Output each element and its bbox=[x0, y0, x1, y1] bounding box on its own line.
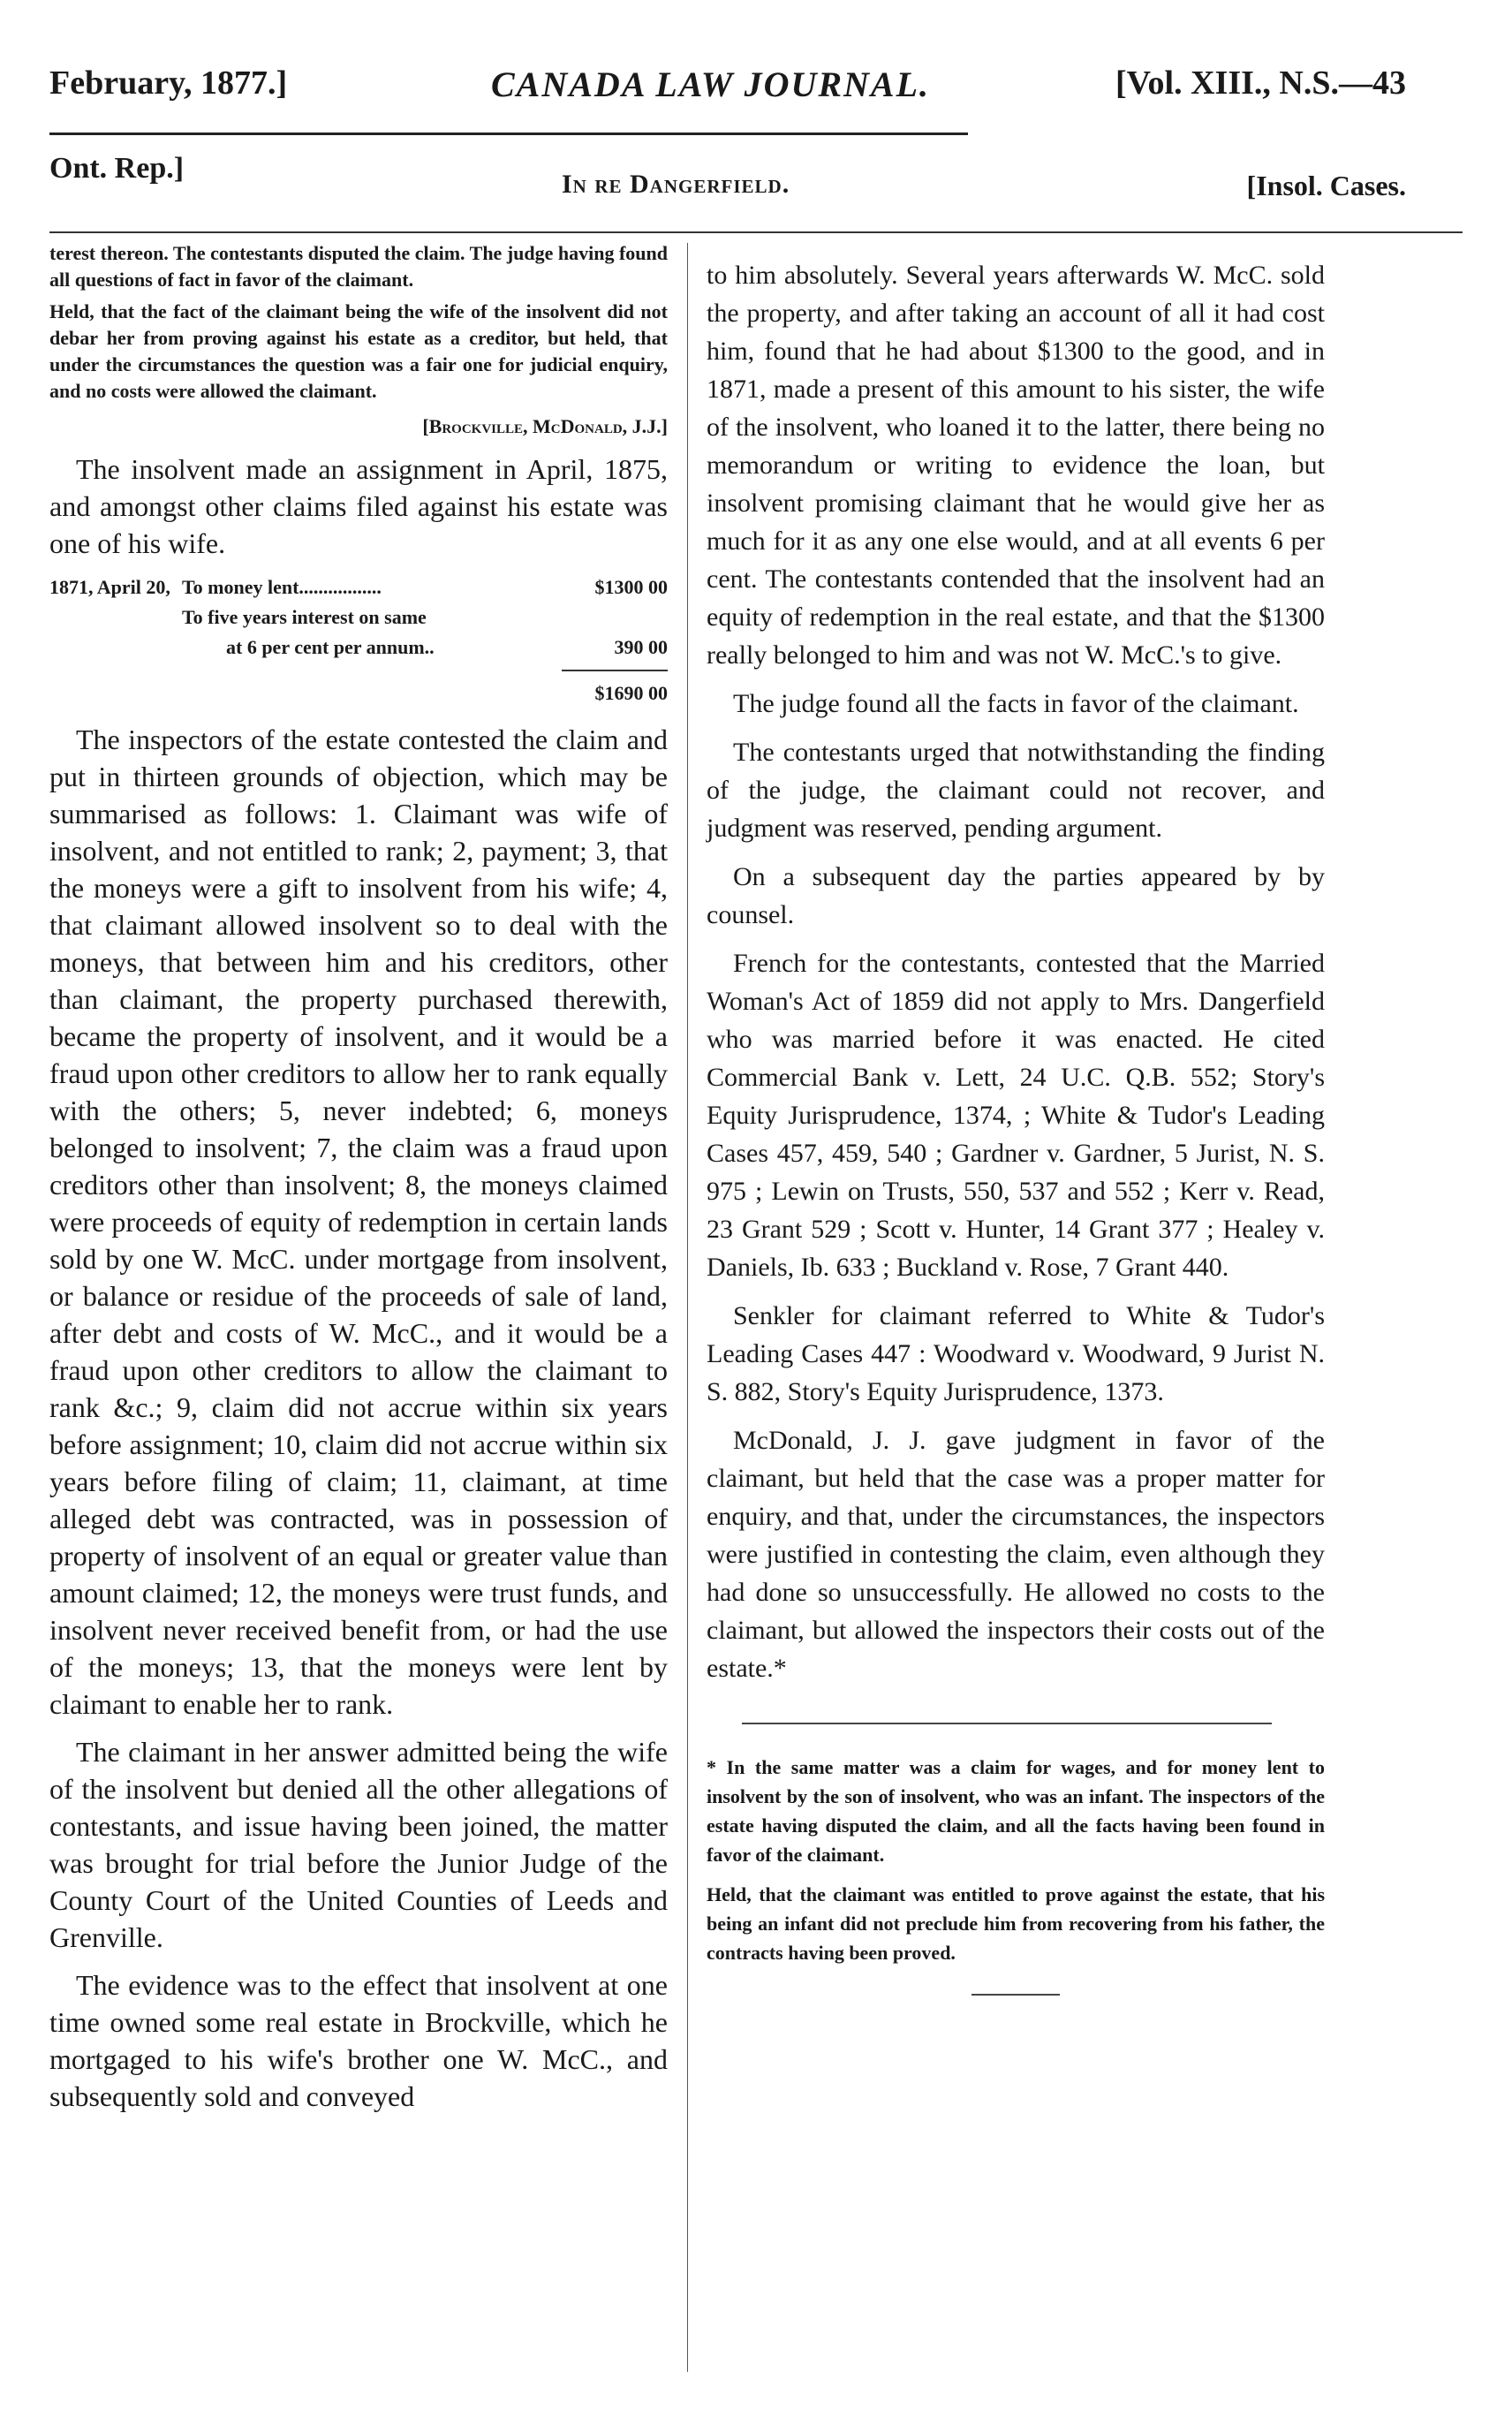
footnote-rule bbox=[742, 1723, 1272, 1724]
section-label: [Insol. Cases. bbox=[1246, 170, 1406, 201]
volume-page: [Vol. XIII., N.S.—43 bbox=[1115, 64, 1406, 102]
account-item: To money lent................. bbox=[182, 576, 382, 598]
account-row bbox=[49, 572, 668, 602]
account-row bbox=[49, 633, 668, 663]
issue-date: February, 1877.] bbox=[49, 64, 288, 102]
body-paragraph: The insolvent made an assignment in April, 1875, and amongst other claims filed against his estate was one of his wife. bbox=[49, 453, 668, 559]
right-column bbox=[707, 256, 1325, 1996]
counsel-argument: Senkler for claimant referred to White & Tudor's Leading Cases 447 : Woodward v. Woodward, 9 Jurist N. S. 882, Story's Equity Jurisprudence, 1373. bbox=[707, 1301, 1325, 1406]
judgment-paragraph: McDonald, J. J. gave judgment in favor of the claimant, but held that the case was a proper matter for enquiry, and that, under the circumstances, the inspectors were justified in contesting the claim, even although they had done so unsuccessfully. He allowed no costs to the claimant, but allowed the inspectors their costs out of the estate.* bbox=[707, 1426, 1325, 1683]
footnote: Held, that the claimant was entitled to prove against the estate, that his being an infant did not preclude him from recovering from his father, the contracts having been proved. bbox=[707, 1883, 1325, 1964]
footnote: * In the same matter was a claim for wages, and for money lent to insolvent by the son of insolvent, who was an infant. The inspectors of the estate having disputed the claim, and all the facts having been found in favor of the claimant. bbox=[707, 1756, 1325, 1866]
claim-account bbox=[49, 572, 668, 708]
body-paragraph: The contestants urged that notwithstanding the finding of the judge, the claimant could not recover, and judgment was reserved, pending argument. bbox=[707, 738, 1325, 843]
case-title: In re Dangerfield. bbox=[562, 170, 790, 199]
account-rule bbox=[562, 670, 668, 671]
account-amount: $1300 00 bbox=[594, 576, 668, 598]
end-rule bbox=[971, 1994, 1060, 1996]
case-header bbox=[49, 152, 1406, 205]
account-amount: 390 00 bbox=[614, 636, 668, 658]
body-paragraph: The judge found all the facts in favor of the claimant. bbox=[733, 689, 1299, 718]
court-citation: [Brockville, McDonald, J.J.] bbox=[422, 415, 668, 437]
body-paragraph: The evidence was to the effect that insolvent at one time owned some real estate in Brockville, which he mortgaged to his wife's brother one W. McC., and subsequently sold and conveyed bbox=[49, 1969, 668, 2112]
body-paragraph: The claimant in her answer admitted being the wife of the insolvent but denied all the other allegations of contestants, and issue having been joined, the matter was brought for trial before the Junior Judge of the County Court of the United Counties of Leeds and Grenville. bbox=[49, 1736, 668, 1953]
left-column bbox=[49, 240, 668, 2125]
case-header-rule bbox=[49, 231, 1463, 233]
objections-paragraph: The inspectors of the estate contested the claim and put in thirteen grounds of objection, which may be summarised as follows: 1. Claimant was wife of insolvent, and not entitled to rank; 2, payment; 3, that the moneys were a gift to insolvent from his wife; 4, that claimant allowed insolvent so to deal with the moneys, that between him and his creditors, other than claimant, the property purchased therewith, became the property of insolvent, and it would be a fraud upon other creditors to allow her to rank equally with the others; 5, never indebted; 6, moneys belonged to insolvent; 7, the claim was a fraud upon creditors other than insolvent; 8, the moneys claimed were proceeds of equity of redemption in certain lands sold by one W. McC. under mortgage from insolvent, or balance or residue of the proceeds of sale of land, after debt and costs of W. McC., and it would be a fraud upon other creditors to allow the claimant to rank &c.; 9, claim did not accrue within six years before assignment; 10, claim did not accrue within six years before filing of claim; 11, claimant, at time alleged debt was contracted, was in possession of property of insolvent of an equal or greater value than amount claimed; 12, the moneys were trust funds, and insolvent never received benefit from, or had the use of the moneys; 13, that the moneys were lent by claimant to enable her to rank. bbox=[49, 723, 668, 1720]
account-item: To five years interest on same bbox=[182, 606, 427, 628]
counsel-argument: French for the contestants, contested that the Married Woman's Act of 1859 did not apply to Mrs. Dangerfield who was married before it was enacted. He cited Commercial Bank v. Lett, 24 U.C. Q.B. 552; Story's Equity Jurisprudence, 1374, ; White & Tudor's Leading Cases 457, 459, 540 ; Gardner v. Gardner, 5 Jurist, N. S. 975 ; Lewin on Trusts, 550, 537 and 552 ; Kerr v. Read, 23 Grant 529 ; Scott v. Hunter, 14 Grant 377 ; Healey v. Daniels, Ib. 633 ; Buckland v. Rose, 7 Grant 440. bbox=[707, 949, 1325, 1282]
report-label: Ont. Rep.] bbox=[49, 152, 185, 185]
account-date: 1871, April 20, bbox=[49, 576, 170, 598]
journal-title: CANADA LAW JOURNAL. bbox=[491, 64, 931, 104]
account-total-row bbox=[49, 678, 668, 708]
body-paragraph: On a subsequent day the parties appeared by by counsel. bbox=[707, 862, 1325, 929]
account-item: at 6 per cent per annum.. bbox=[226, 636, 435, 658]
header-rule bbox=[49, 133, 968, 135]
running-header bbox=[49, 53, 1406, 124]
headnote-held: Held, that the fact of the claimant being the wife of the insolvent did not debar her from proving against his estate as a creditor, but held, that under the circumstances the question was a fair one for judicial enquiry, and no costs were allowed the claimant. bbox=[49, 300, 668, 402]
headnote-paragraph: terest thereon. The contestants disputed the claim. The judge having found all questions of fact in favor of the claimant. bbox=[49, 242, 668, 291]
column-divider bbox=[687, 243, 688, 2372]
account-total: $1690 00 bbox=[594, 682, 668, 704]
account-row bbox=[49, 602, 668, 633]
body-paragraph: to him absolutely. Several years afterwards W. McC. sold the property, and after taking an account of all it had cost him, found that he had about $1300 to the good, and in 1871, made a present of this amount to his sister, the wife of the insolvent, who loaned it to the latter, there being no memorandum or writing to evidence the loan, but insolvent promising claimant that he would give her as much for it as any one else would, and at all events 6 per cent. The contestants contended that the insolvent had an equity of redemption in the real estate, and that the $1300 really belonged to him and was not W. McC.'s to give. bbox=[707, 261, 1325, 670]
